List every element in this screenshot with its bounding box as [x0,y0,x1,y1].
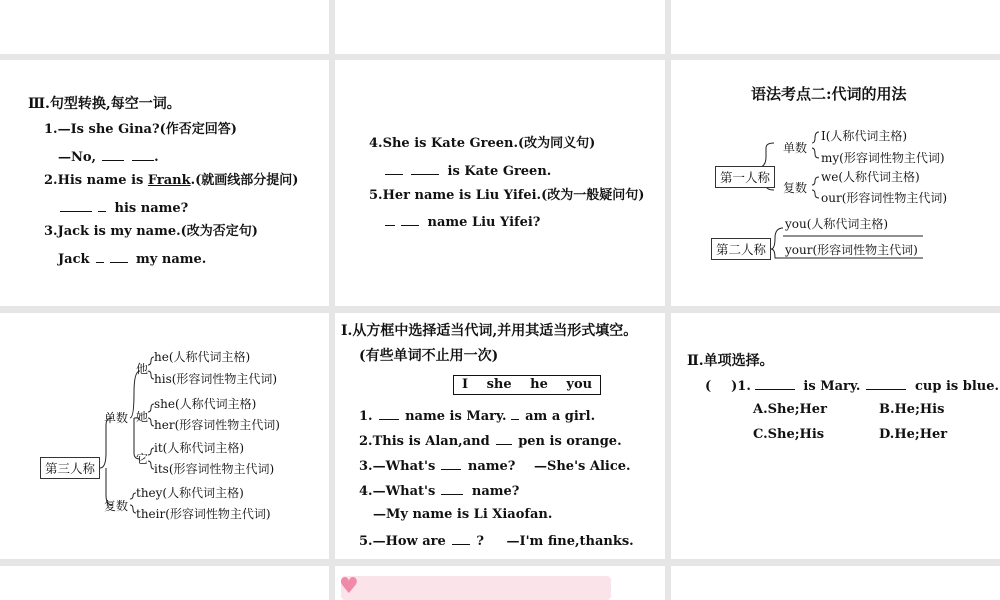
third-they2: their(形容词性物主代词) [136,507,271,521]
second-i2: your(形容词性物主代词) [785,243,918,257]
q1-line1: 1.—Is she Gina?(作否定回答) [44,122,237,137]
q2-line2: his name? [60,199,188,217]
third-he1: he(人称代词主格) [154,350,251,364]
option-c: C.She;His [753,427,825,442]
option-a: A.She;Her [753,402,827,417]
grammar-title: 语法考点二:代词的用法 [751,85,907,103]
fill-q4-answer: —My name is Li Xiaofan. [373,507,553,522]
q2-line1: 2.His name is Frank.(就画线部分提问) [44,173,299,188]
panel-grammar [671,60,1000,306]
panel-top-right [671,0,1000,54]
fill-q5: 5.—How are ? —I'm fine,thanks. [359,534,634,549]
panel-sentence-transform [0,60,329,306]
word-box: I she he you [453,375,601,395]
q4-line1: 4.She is Kate Green.(改为同义句) [369,136,596,151]
third-he: 他 [136,362,149,376]
panel-sentence-transform-cont [335,60,665,306]
third-it: 它 [136,452,149,466]
second-i1: you(人称代词主格) [785,217,889,231]
panel-fill-blanks [335,313,665,559]
first-plural: 复数 [783,181,808,195]
third-she1: she(人称代词主格) [154,397,257,411]
q3-line1: 3.Jack is my name.(改为否定句) [44,224,258,239]
panel-bottom-middle [335,566,665,600]
panel-bottom-right [671,566,1000,600]
bunny-ears-decoration: ♥ [339,574,359,599]
first-s2: my(形容词性物主代词) [821,151,945,165]
q3-line2: Jack my name. [58,252,207,267]
first-p1: we(人称代词主格) [821,170,920,184]
fill-q4: 4.—What's name? [359,484,520,499]
third-she2: her(形容词性物主代词) [154,418,280,432]
fill-q2: 2.This is Alan,and pen is orange. [359,434,622,449]
panel-third-person [0,313,329,559]
third-it2: its(形容词性物主代词) [154,462,275,476]
third-they1: they(人称代词主格) [136,486,244,500]
first-singular: 单数 [783,141,808,155]
first-p2: our(形容词性物主代词) [821,191,948,205]
panel-multiple-choice [671,313,1000,559]
third-he2: his(形容词性物主代词) [154,372,278,386]
q5-line1: 5.Her name is Liu Yifei.(改为一般疑问句) [369,188,645,203]
choice-title: Ⅱ.单项选择。 [687,353,774,369]
fill-q3: 3.—What's name? —She's Alice. [359,459,631,474]
first-person-box: 第一人称 [715,166,775,188]
third-singular: 单数 [104,411,129,425]
first-s1: I(人称代词主格) [821,129,908,143]
second-person-box: 第二人称 [711,238,771,260]
q1-line2: —No, . [58,150,159,165]
panel-top-left [0,0,329,54]
q5-line2: name Liu Yifei? [385,213,540,231]
fill-title: Ⅰ.从方框中选择适当代词,并用其适当形式填空。 [341,323,638,339]
fill-subtitle: (有些单词不止用一次) [359,348,499,364]
section-title: Ⅲ.句型转换,每空一词。 [28,96,181,112]
third-she: 她 [136,410,149,424]
option-d: D.He;Her [879,427,948,442]
choice-q1: ( )1. is Mary. cup is blue. [705,379,1000,394]
third-person-box: 第三人称 [40,457,100,479]
panel-top-middle [335,0,665,54]
option-b: B.He;His [879,402,945,417]
third-it1: it(人称代词主格) [154,441,245,455]
third-plural: 复数 [104,499,129,513]
panel-bottom-left [0,566,329,600]
fill-q1: 1. name is Mary. am a girl. [359,409,596,424]
decorative-banner [341,576,611,600]
q4-line2: is Kate Green. [385,162,551,180]
